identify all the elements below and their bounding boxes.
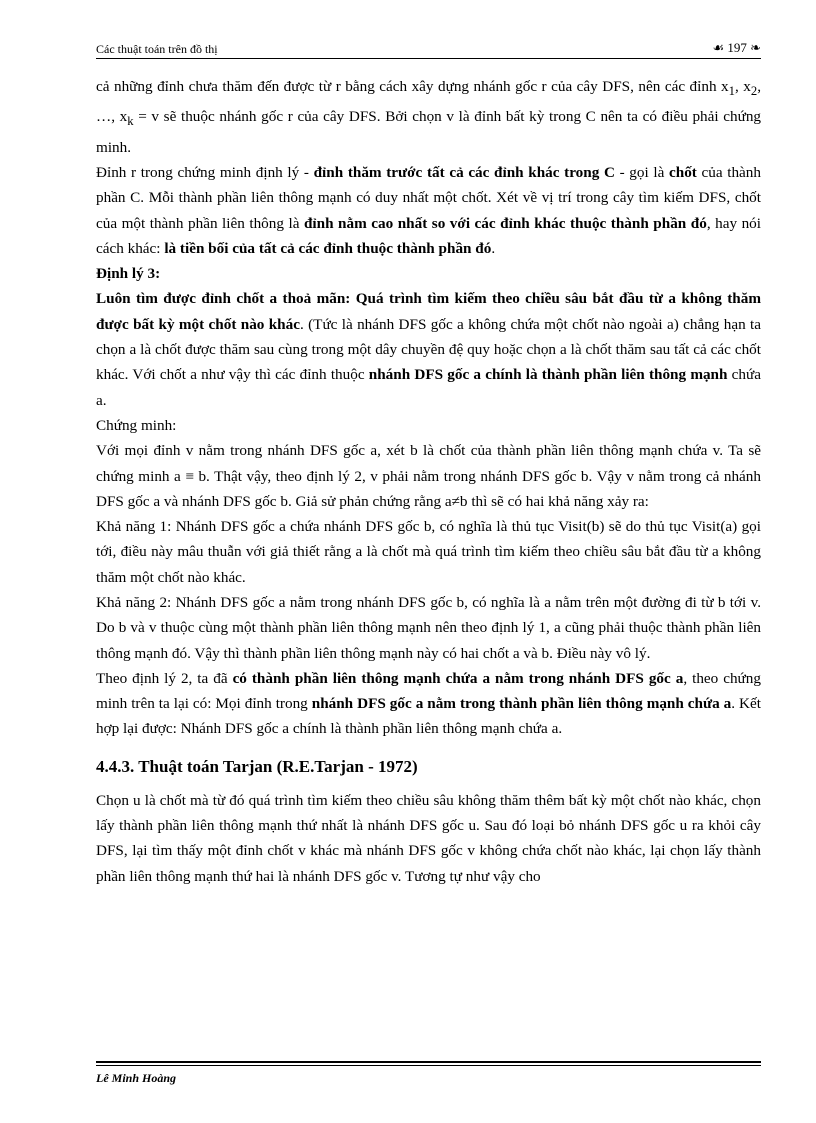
section-heading: 4.4.3. Thuật toán Tarjan (R.E.Tarjan - 1972) <box>96 756 418 776</box>
paragraph-conclusion: Theo định lý 2, ta đã có thành phần liên thông mạnh chứa a nằm trong nhánh DFS gốc a, theo chứng minh trên ta lại có: Mọi đỉnh trong nhánh DFS gốc a nằm trong thành phần liên thông mạnh chứa a. Kết hợp lại được: Nhánh DFS gốc a chính là thành phần liên thông mạnh chứa a. <box>96 669 761 738</box>
footer-author: Lê Minh Hoàng <box>96 1071 177 1085</box>
footer-rule <box>96 1061 761 1066</box>
page-header <box>96 36 761 59</box>
theorem-title: Định lý 3: <box>96 265 161 283</box>
paragraph-proof-end: cả những đỉnh chưa thăm đến được từ r bằng cách xây dựng nhánh gốc r của cây DFS, nên các đỉnh $x_1$, $x_2$, …, $x_k = v$ sẽ thuộc nhánh gốc r của cây DFS. Bởi chọn v là đỉnh bất kỳ trong C nên ta có điều phải chứng minh. <box>96 78 762 156</box>
ornament-left-icon: ☙ <box>712 40 725 55</box>
ornament-right-icon: ❧ <box>750 40 761 55</box>
page-footer <box>96 1061 761 1086</box>
header-title: Các thuật toán trên đồ thị <box>96 42 218 56</box>
paragraph-case-1: Khả năng 1: Nhánh DFS gốc a chứa nhánh DFS gốc b, có nghĩa là thủ tục Visit(b) sẽ do thủ tục Visit(a) gọi tới, điều này mâu thuẫn với giả thiết rằng a là chốt mà quá trình tìm kiếm theo chiều sâu bắt đầu từ a không thăm một chốt nào khác. <box>96 518 761 586</box>
page-content <box>96 74 761 889</box>
paragraph-theorem-statement: Luôn tìm được đỉnh chốt a thoả mãn: Quá trình tìm kiếm theo chiều sâu bắt đầu từ a không thăm được bất kỳ một chốt nào khác. (Tức là nhánh DFS gốc a không chứa một chốt nào ngoài a) chẳng hạn ta chọn a là chốt được thăm sau cùng trong một dây chuyền đệ quy hoặc chọn a là chốt thăm sau tất cả các chốt khác. Với chốt a như vậy thì các đỉnh thuộc nhánh DFS gốc a chính là thành phần liên thông mạnh chứa a. <box>96 290 761 409</box>
page-number <box>712 40 761 56</box>
paragraph-tarjan-intro: Chọn u là chốt mà từ đó quá trình tìm kiếm theo chiều sâu không thăm thêm bất kỳ một chốt nào khác, chọn lấy thành phần liên thông mạnh thứ nhất là nhánh DFS gốc u. Sau đó loại bỏ nhánh DFS gốc u ra khỏi cây DFS, lại tìm thấy một đỉnh chốt v khác mà nhánh DFS gốc v không chứa chốt nào khác, lại chọn lấy thành phần liên thông mạnh thứ hai là nhánh DFS gốc v. Tương tự như vậy cho <box>96 791 761 885</box>
paragraph-case-2: Khả năng 2: Nhánh DFS gốc a nằm trong nhánh DFS gốc b, có nghĩa là a nằm trên một đường đi từ b tới v. Do b và v thuộc cùng một thành phần liên thông mạnh nên theo định lý 1, a cũng phải thuộc thành phần liên thông mạnh đó. Vậy thì thành phần liên thông mạnh này có hai chốt a và b. Điều này vô lý. <box>96 594 761 662</box>
page-number-value: 197 <box>727 40 747 55</box>
paragraph-pivot-definition: Đỉnh r trong chứng minh định lý - đỉnh thăm trước tất cả các đỉnh khác trong C - gọi là chốt của thành phần C. Mỗi thành phần liên thông mạnh có duy nhất một chốt. Xét về vị trí trong cây tìm kiếm DFS, chốt của một thành phần liên thông là đỉnh nằm cao nhất so với các đỉnh khác thuộc thành phần đó, hay nói cách khác: là tiền bối của tất cả các đỉnh thuộc thành phần đó. <box>96 163 761 257</box>
paragraph-proof-intro: Với mọi đỉnh v nằm trong nhánh DFS gốc a, xét b là chốt của thành phần liên thông mạnh chứa v. Ta sẽ chứng minh a ≡ b. Thật vậy, theo định lý 2, v phải nằm trong nhánh DFS gốc b. Vậy v nằm trong cả nhánh DFS gốc a và nhánh DFS gốc b. Giả sử phản chứng rằng a≠b thì sẽ có hai khả năng xảy ra: <box>96 442 761 510</box>
proof-label: Chứng minh: <box>96 416 177 434</box>
